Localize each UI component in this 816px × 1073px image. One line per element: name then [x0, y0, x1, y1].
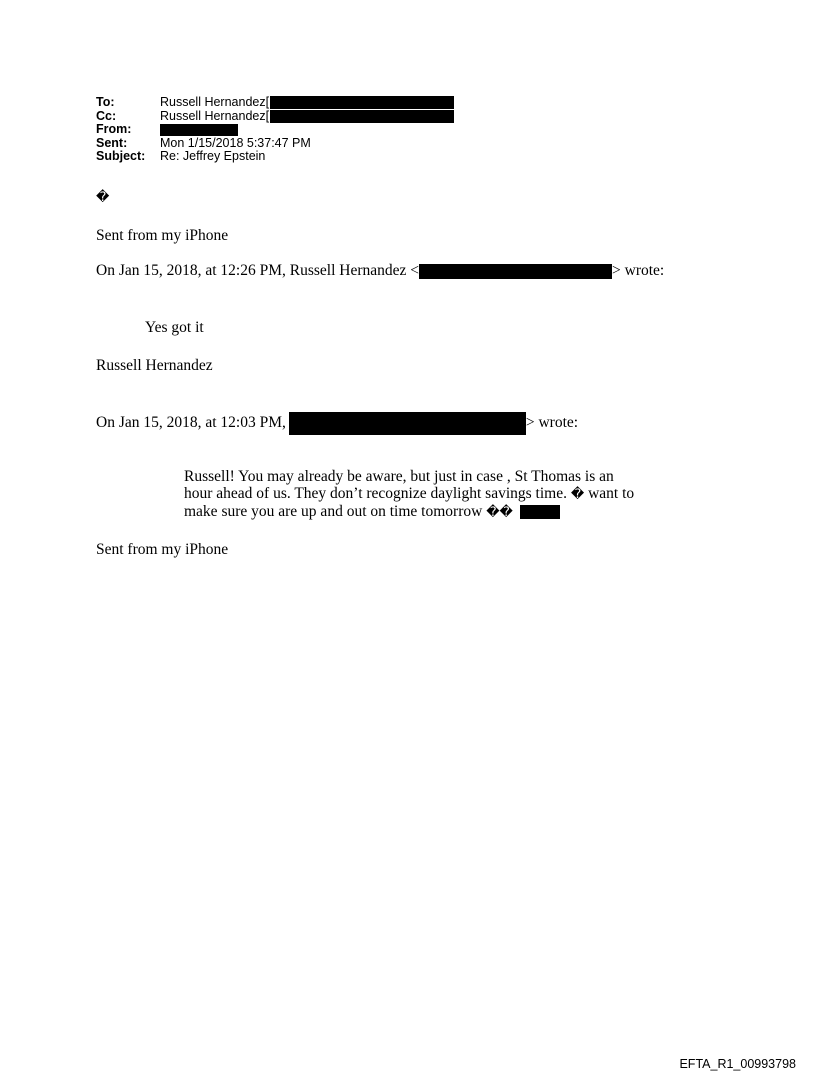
sent-row [96, 137, 454, 151]
redaction-sender-2 [289, 412, 526, 435]
quote-1-intro: On Jan 15, 2018, at 12:26 PM, Russell Hernandez < [96, 262, 420, 279]
replacement-character [96, 188, 109, 206]
message-glyph-1: � [570, 487, 585, 502]
to-row [96, 96, 454, 110]
quote-2-header [96, 412, 578, 435]
sent-from-iphone-1: Sent from my iPhone [96, 227, 229, 244]
from-label: From: [96, 122, 132, 136]
redaction-cc [270, 110, 454, 123]
from-row [96, 123, 454, 137]
quote-2-intro: On Jan 15, 2018, at 12:03 PM, [96, 414, 286, 432]
subject-value: Re: Jeffrey Epstein [160, 149, 266, 163]
replacement-glyph: � [96, 190, 110, 205]
reply-text: Yes got it [145, 319, 204, 336]
signature: Russell Hernandez [96, 357, 213, 374]
quote-2-wrote: > wrote: [525, 414, 579, 432]
quote-1-header [96, 262, 664, 279]
sent-value: Mon 1/15/2018 5:37:47 PM [160, 135, 311, 150]
cc-value: Russell Hernandez[ [160, 108, 270, 123]
cc-row [96, 110, 454, 124]
quoted-message [184, 468, 636, 521]
redaction-to [270, 96, 454, 109]
sent-label: Sent: [96, 135, 128, 150]
subject-label: Subject: [96, 149, 146, 163]
message-part-1: Russell! You may already be aware, but just in case , St Thomas is an hour ahead of us. They don’t recognize daylight savings time. [184, 468, 614, 502]
cc-label: Cc: [96, 108, 117, 123]
to-label: To: [96, 95, 115, 109]
to-value: Russell Hernandez[ [160, 95, 270, 109]
quote-1-wrote: > wrote: [612, 262, 665, 279]
sent-from-iphone-2: Sent from my iPhone [96, 541, 229, 558]
message-part-2: want to make sure you are up and out on time tomorrow [184, 485, 635, 520]
subject-row [96, 150, 454, 164]
redaction-from [160, 124, 238, 136]
redaction-message [520, 505, 560, 519]
redaction-email-1 [419, 264, 612, 279]
message-glyph-2: �� [486, 505, 513, 520]
email-header [96, 96, 454, 164]
document-id: EFTA_R1_00993798 [679, 1057, 796, 1071]
